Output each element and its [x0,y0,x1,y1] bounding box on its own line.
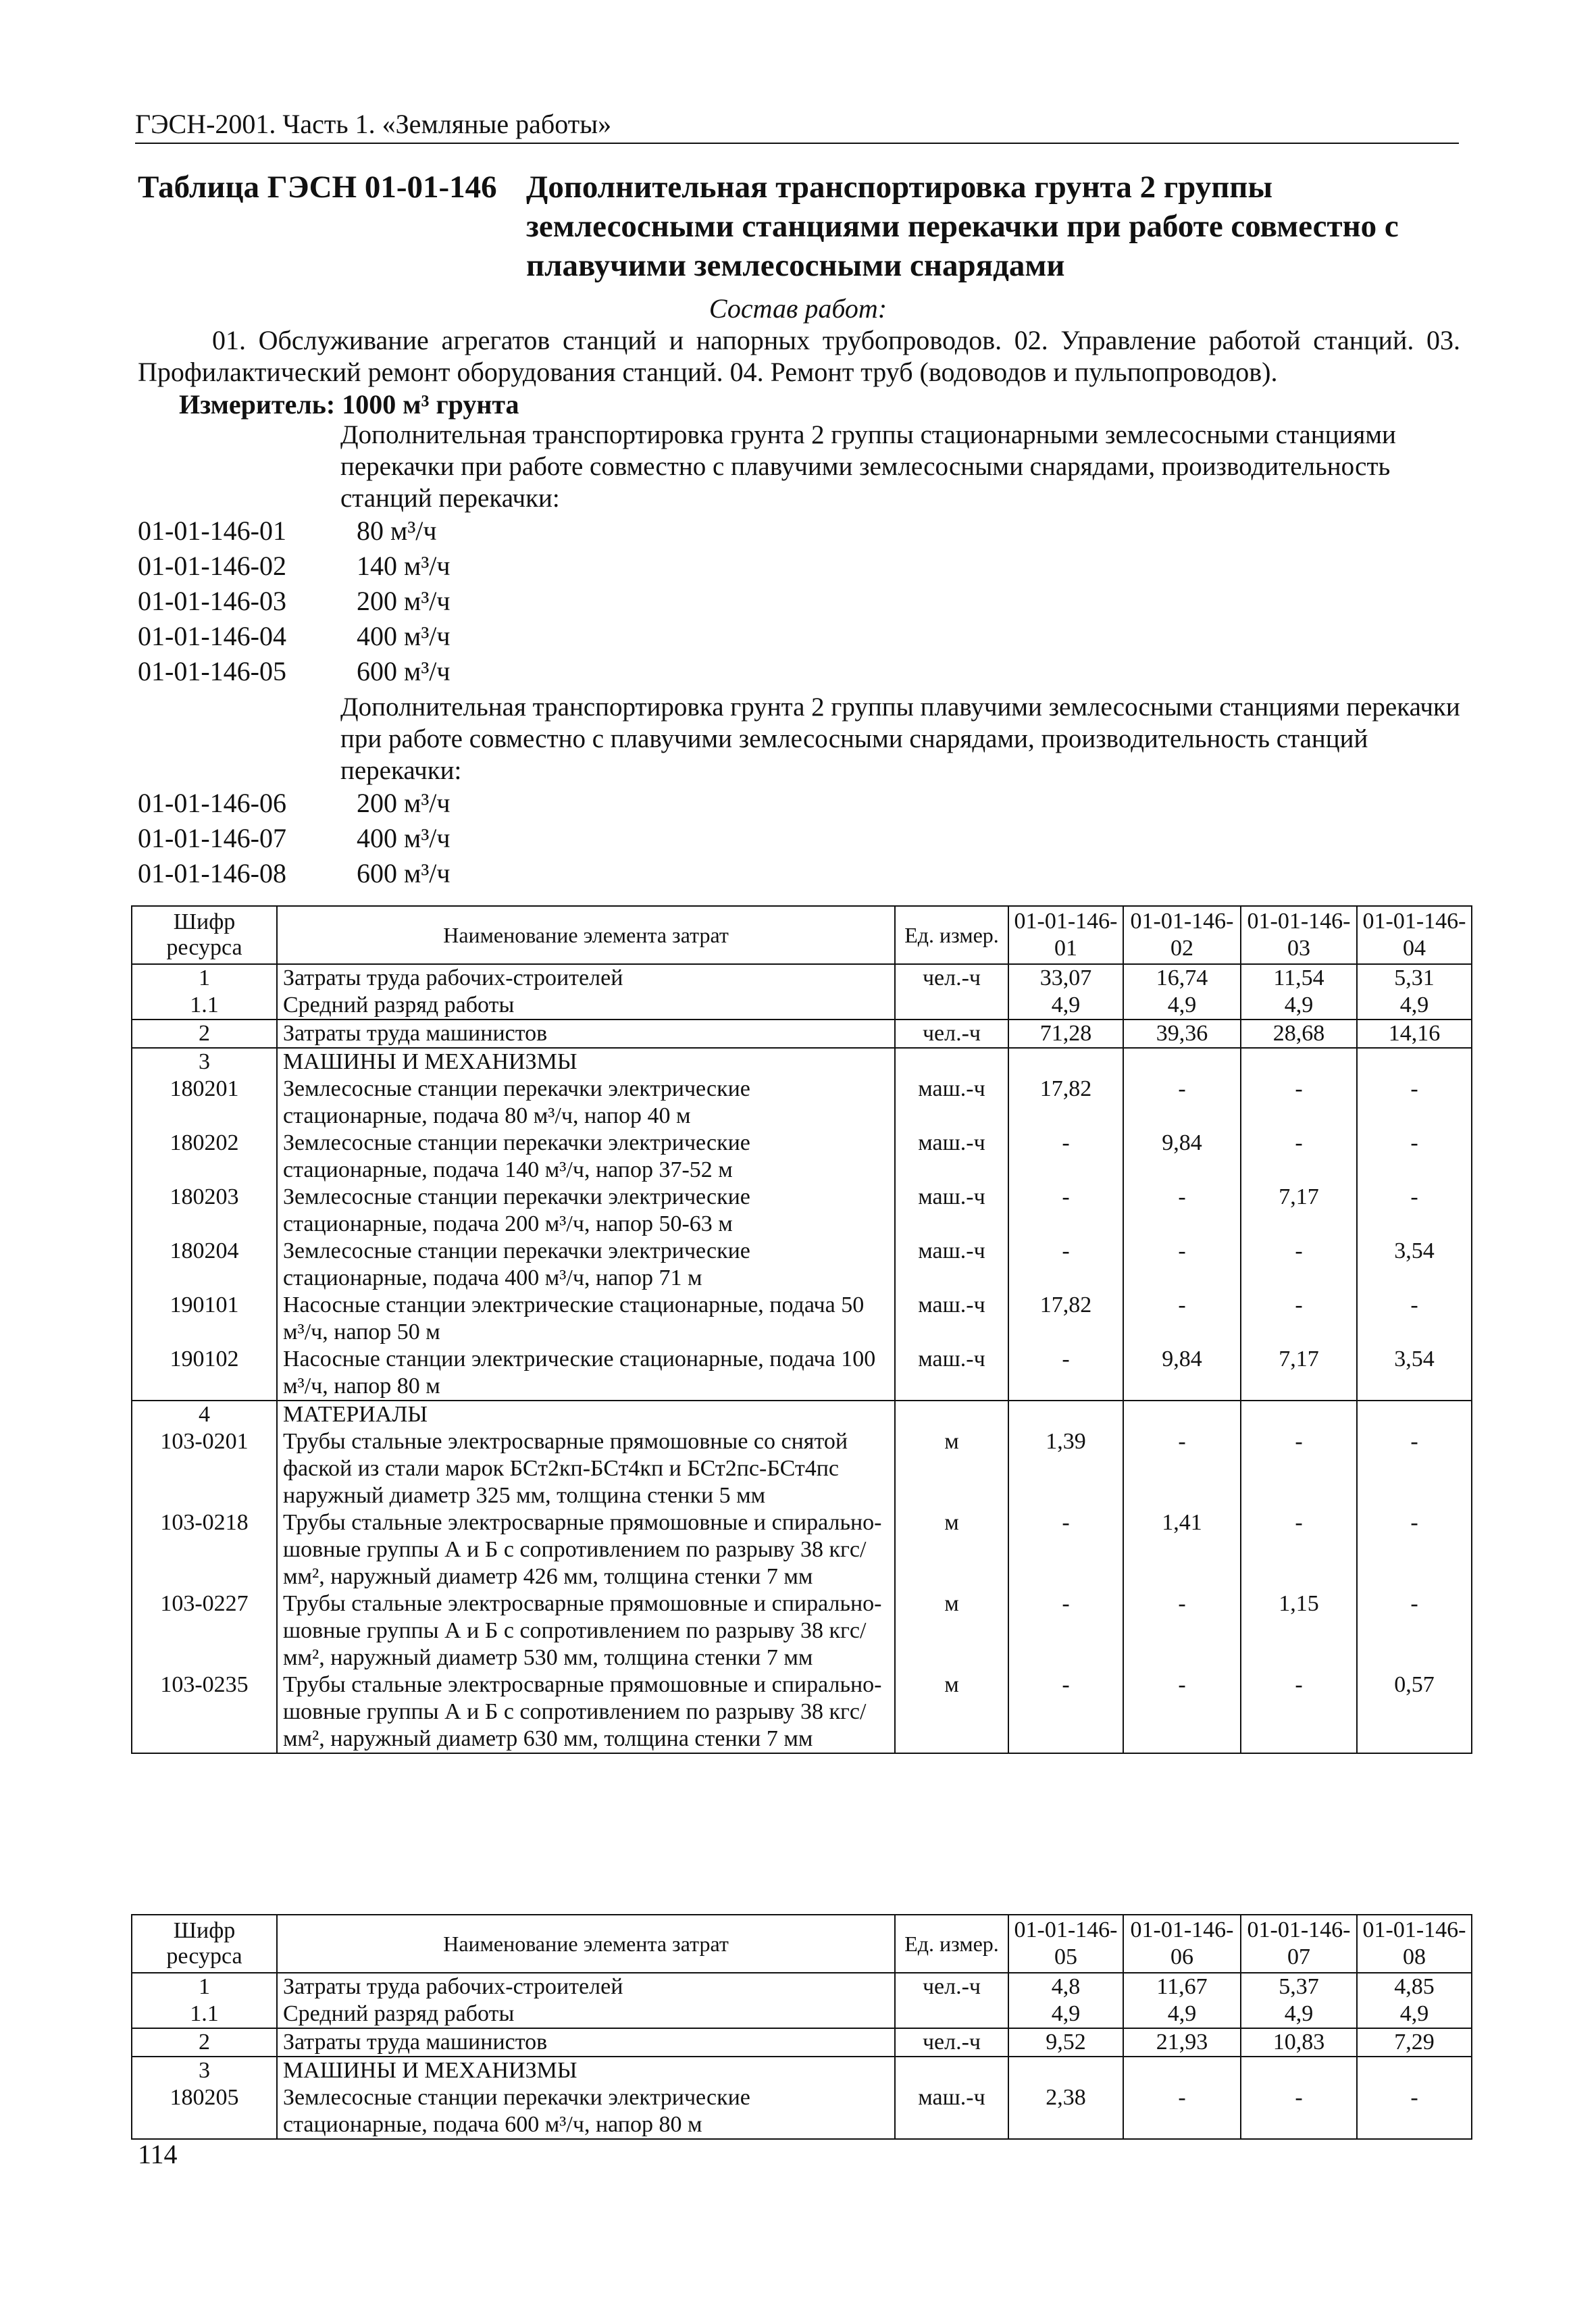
group2-description: Дополнительная транспортировка грунта 2 группы плавучими землесосными станциями перекачки при работе совместно с плавучими землесосными снарядами, производительность станций перекачки: [340,693,1460,785]
rate-value: 4,9 [1123,992,1241,1020]
unit-cell: м [895,1671,1008,1753]
rate-value: - [1241,1238,1357,1292]
rate-value: - [1008,1238,1123,1292]
header-unit: Ед. измер. [895,1915,1008,1973]
meter-unit: Измеритель: 1000 м³ грунта [179,389,519,420]
rate-value: - [1123,2084,1241,2139]
header-unit: Ед. измер. [895,906,1008,964]
rate-code: 01-01-146-04 [138,621,286,651]
rate-value [1357,1048,1472,1076]
resource-code: 1 [132,1973,277,2001]
rate-value: 14,16 [1357,1020,1472,1048]
running-header: ГЭСН-2001. Часть 1. «Земляные работы» [135,109,612,139]
rate-value: 9,84 [1123,1130,1241,1184]
rate-value: - [1008,1590,1123,1671]
table-title-text: Дополнительная транспортировка грунта 2 группы землесосными станциями перекачки при работе совместно с плавучими землесосными снарядами [526,170,1399,283]
rate-value [1008,2057,1123,2084]
rate-value: 4,9 [1357,2001,1472,2028]
table-row [132,1973,1472,2001]
table-title-prefix: Таблица ГЭСН 01-01-146 [138,170,497,205]
cost-item-name: Затраты труда рабочих-строителей [277,1973,895,2001]
rate-line [138,787,451,820]
table-row [132,1184,1472,1238]
resource-code: 180201 [132,1076,277,1130]
table-row [132,1076,1472,1130]
rate-value: - [1357,1076,1472,1130]
table-row [132,2028,1472,2057]
rate-value: - [1008,1184,1123,1238]
table-row [132,964,1472,992]
rate-value: 1,41 [1123,1509,1241,1590]
rate-value: 9,84 [1123,1346,1241,1401]
header-rule [135,143,1459,144]
cost-item-name: Затраты труда машинистов [277,1020,895,1048]
rate-capacity: 80 м³/ч [357,515,437,546]
resource-code: 180203 [132,1184,277,1238]
rate-value [1241,1048,1357,1076]
rate-value: 4,9 [1241,992,1357,1020]
resource-code: 4 [132,1401,277,1428]
rate-value: - [1357,1292,1472,1346]
rate-line [138,620,451,653]
section-heading: МАТЕРИАЛЫ [277,1401,895,1428]
unit-cell [895,1401,1008,1428]
unit-cell: маш.-ч [895,1238,1008,1292]
rate-value [1123,2057,1241,2084]
rate-value [1123,1048,1241,1076]
rate-capacity: 600 м³/ч [357,858,451,888]
resource-code: 2 [132,1020,277,1048]
cost-item-name: Затраты труда машинистов [277,2028,895,2057]
rate-value: 4,9 [1123,2001,1241,2028]
rate-value: 3,54 [1357,1346,1472,1401]
rate-code: 01-01-146-02 [138,551,286,581]
header-rate: 01-01-146-06 [1123,1915,1241,1973]
resource-code: 190101 [132,1292,277,1346]
unit-cell: маш.-ч [895,1076,1008,1130]
rate-code: 01-01-146-03 [138,586,286,616]
rate-value: - [1008,1509,1123,1590]
resource-code: 180205 [132,2084,277,2139]
rate-capacity: 400 м³/ч [357,823,451,853]
rate-value [1008,1401,1123,1428]
table-row [132,1346,1472,1401]
rate-value: 5,31 [1357,964,1472,992]
rate-value: 3,54 [1357,1238,1472,1292]
table-row [132,2084,1472,2139]
rate-value: - [1357,1184,1472,1238]
table-row [132,1292,1472,1346]
cost-item-name: Трубы стальные электросварные прямошовные и спирально-шовные группы А и Б с сопротивлением по разрыву 38 кгс/мм², наружный диаметр 426 мм, толщина стенки 7 мм [277,1509,895,1590]
unit-cell: чел.-ч [895,2028,1008,2057]
rate-value: - [1008,1671,1123,1753]
rate-value: - [1241,2084,1357,2139]
rate-value: 4,85 [1357,1973,1472,2001]
group1-description: Дополнительная транспортировка грунта 2 группы стационарными землесосными станциями перекачки при работе совместно с плавучими землесосными снарядами, производительность станций перекачки: [340,420,1396,513]
rate-value: 39,36 [1123,1020,1241,1048]
resource-code: 180204 [132,1238,277,1292]
rate-capacity: 200 м³/ч [357,788,451,818]
table-row [132,1401,1472,1428]
rate-line [138,857,451,890]
header-rate: 01-01-146-03 [1241,906,1357,964]
rate-code: 01-01-146-01 [138,515,286,546]
resource-code: 103-0218 [132,1509,277,1590]
unit-cell: маш.-ч [895,1184,1008,1238]
table-row [132,2057,1472,2084]
rate-value: 1,15 [1241,1590,1357,1671]
cost-item-name: Трубы стальные электросварные прямошовные со снятой фаской из стали марок БСт2кп-БСт4кп и БСт2пс-БСт4пс наружный диаметр 325 мм, толщина стенки 5 мм [277,1428,895,1509]
rate-value: 33,07 [1008,964,1123,992]
rate-code: 01-01-146-07 [138,823,286,853]
cost-item-name: Землесосные станции перекачки электрические стационарные, подача 80 м³/ч, напор 40 м [277,1076,895,1130]
rate-value: 71,28 [1008,1020,1123,1048]
section-heading: МАШИНЫ И МЕХАНИЗМЫ [277,1048,895,1076]
rate-value [1241,1401,1357,1428]
unit-cell [895,992,1008,1020]
rate-value: 4,8 [1008,1973,1123,2001]
composition-label: Состав работ: [709,293,887,324]
resource-code: 1 [132,964,277,992]
unit-cell [895,2057,1008,2084]
unit-cell: чел.-ч [895,1973,1008,2001]
unit-cell: маш.-ч [895,2084,1008,2139]
unit-cell: маш.-ч [895,1292,1008,1346]
rate-value: 11,54 [1241,964,1357,992]
rate-code: 01-01-146-05 [138,656,286,686]
rate-value: 28,68 [1241,1020,1357,1048]
unit-cell [895,2001,1008,2028]
rate-value: - [1241,1671,1357,1753]
rate-value: 5,37 [1241,1973,1357,2001]
rate-value: - [1123,1184,1241,1238]
resource-code: 190102 [132,1346,277,1401]
table-row [132,1130,1472,1184]
rate-value: 7,17 [1241,1346,1357,1401]
unit-cell: маш.-ч [895,1130,1008,1184]
header-rate: 01-01-146-05 [1008,1915,1123,1973]
rate-line [138,655,451,688]
rate-value: 11,67 [1123,1973,1241,2001]
rate-value [1008,1048,1123,1076]
table-row [132,1590,1472,1671]
cost-item-name: Трубы стальные электросварные прямошовные и спирально-шовные группы А и Б с сопротивлением по разрыву 38 кгс/мм², наружный диаметр 530 мм, толщина стенки 7 мм [277,1590,895,1671]
cost-item-name: Насосные станции электрические стационарные, подача 100 м³/ч, напор 80 м [277,1346,895,1401]
unit-cell: м [895,1509,1008,1590]
table-row [132,1671,1472,1753]
table-title [138,168,1482,285]
rate-value: - [1241,1428,1357,1509]
cost-table-2 [131,1914,1472,2140]
resource-code: 3 [132,2057,277,2084]
rate-value: - [1008,1346,1123,1401]
rate-value: 7,17 [1241,1184,1357,1238]
unit-cell: м [895,1428,1008,1509]
header-rate: 01-01-146-07 [1241,1915,1357,1973]
rate-value: - [1241,1292,1357,1346]
rate-line [138,822,451,855]
resource-code: 180202 [132,1130,277,1184]
rate-value: - [1123,1292,1241,1346]
cost-item-name: Затраты труда рабочих-строителей [277,964,895,992]
cost-table-1 [131,905,1472,1754]
cost-item-name: Средний разряд работы [277,2001,895,2028]
rate-value: - [1357,1509,1472,1590]
rate-capacity: 400 м³/ч [357,621,451,651]
unit-cell: чел.-ч [895,964,1008,992]
rate-capacity: 140 м³/ч [357,551,451,581]
header-code: Шифр ресурса [132,1915,277,1973]
rate-value: 4,9 [1008,2001,1123,2028]
rate-value: 4,9 [1008,992,1123,1020]
table-header-row [132,906,1472,964]
rate-value: 0,57 [1357,1671,1472,1753]
header-rate: 01-01-146-01 [1008,906,1123,964]
header-rate: 01-01-146-02 [1123,906,1241,964]
rate-value: - [1241,1076,1357,1130]
table-row [132,2001,1472,2028]
rate-value: 4,9 [1241,2001,1357,2028]
rate-code: 01-01-146-08 [138,858,286,888]
cost-item-name: Землесосные станции перекачки электрические стационарные, подача 400 м³/ч, напор 71 м [277,1238,895,1292]
rate-value: - [1357,1130,1472,1184]
rate-code: 01-01-146-06 [138,788,286,818]
resource-code: 103-0235 [132,1671,277,1753]
table-row [132,1020,1472,1048]
rate-line [138,585,451,618]
rate-line [138,515,437,547]
unit-cell: маш.-ч [895,1346,1008,1401]
resource-code: 3 [132,1048,277,1076]
resource-code: 1.1 [132,2001,277,2028]
header-rate: 01-01-146-04 [1357,906,1472,964]
unit-cell: чел.-ч [895,1020,1008,1048]
unit-cell: м [895,1590,1008,1671]
rate-value [1357,1401,1472,1428]
rate-value [1357,2057,1472,2084]
table-header-row [132,1915,1472,1973]
table-row [132,1509,1472,1590]
rate-value: - [1123,1238,1241,1292]
cost-item-name: Землесосные станции перекачки электрические стационарные, подача 600 м³/ч, напор 80 м [277,2084,895,2139]
rate-value [1241,2057,1357,2084]
table-row [132,1238,1472,1292]
rate-value: - [1123,1671,1241,1753]
resource-code: 2 [132,2028,277,2057]
rate-value: 21,93 [1123,2028,1241,2057]
cost-item-name: Землесосные станции перекачки электрические стационарные, подача 200 м³/ч, напор 50-63 м [277,1184,895,1238]
rate-capacity: 600 м³/ч [357,656,451,686]
table-row [132,992,1472,1020]
rate-value: 10,83 [1241,2028,1357,2057]
rate-value [1123,1401,1241,1428]
rate-line [138,550,451,582]
header-code: Шифр ресурса [132,906,277,964]
rate-value: 4,9 [1357,992,1472,1020]
header-name: Наименование элемента затрат [277,906,895,964]
cost-item-name: Насосные станции электрические стационарные, подача 50 м³/ч, напор 50 м [277,1292,895,1346]
rate-value: 17,82 [1008,1076,1123,1130]
cost-item-name: Трубы стальные электросварные прямошовные и спирально-шовные группы А и Б с сопротивлением по разрыву 38 кгс/мм², наружный диаметр 630 мм, толщина стенки 7 мм [277,1671,895,1753]
rate-value: - [1357,1428,1472,1509]
rate-value: - [1241,1130,1357,1184]
table-row [132,1428,1472,1509]
rate-value: - [1123,1428,1241,1509]
rate-value: - [1241,1509,1357,1590]
page-number: 114 [138,2139,178,2169]
cost-item-name: Землесосные станции перекачки электрические стационарные, подача 140 м³/ч, напор 37-52 м [277,1130,895,1184]
rate-value: - [1357,1590,1472,1671]
rate-value: - [1123,1590,1241,1671]
rate-capacity: 200 м³/ч [357,586,451,616]
rate-value: - [1008,1130,1123,1184]
rate-value: 16,74 [1123,964,1241,992]
header-name: Наименование элемента затрат [277,1915,895,1973]
rate-value: 2,38 [1008,2084,1123,2139]
rate-value: - [1123,1076,1241,1130]
rate-value: - [1357,2084,1472,2139]
resource-code: 103-0227 [132,1590,277,1671]
section-heading: МАШИНЫ И МЕХАНИЗМЫ [277,2057,895,2084]
composition-text: 01. Обслуживание агрегатов станций и напорных трубопроводов. 02. Управление работой станций. 03. Профилактический ремонт оборудования станций. 04. Ремонт труб (водоводов и пульпопроводов). [138,325,1460,387]
rate-value: 1,39 [1008,1428,1123,1509]
table-row [132,1048,1472,1076]
cost-item-name: Средний разряд работы [277,992,895,1020]
unit-cell [895,1048,1008,1076]
rate-value: 17,82 [1008,1292,1123,1346]
header-rate: 01-01-146-08 [1357,1915,1472,1973]
rate-value: 7,29 [1357,2028,1472,2057]
resource-code: 103-0201 [132,1428,277,1509]
resource-code: 1.1 [132,992,277,1020]
rate-value: 9,52 [1008,2028,1123,2057]
